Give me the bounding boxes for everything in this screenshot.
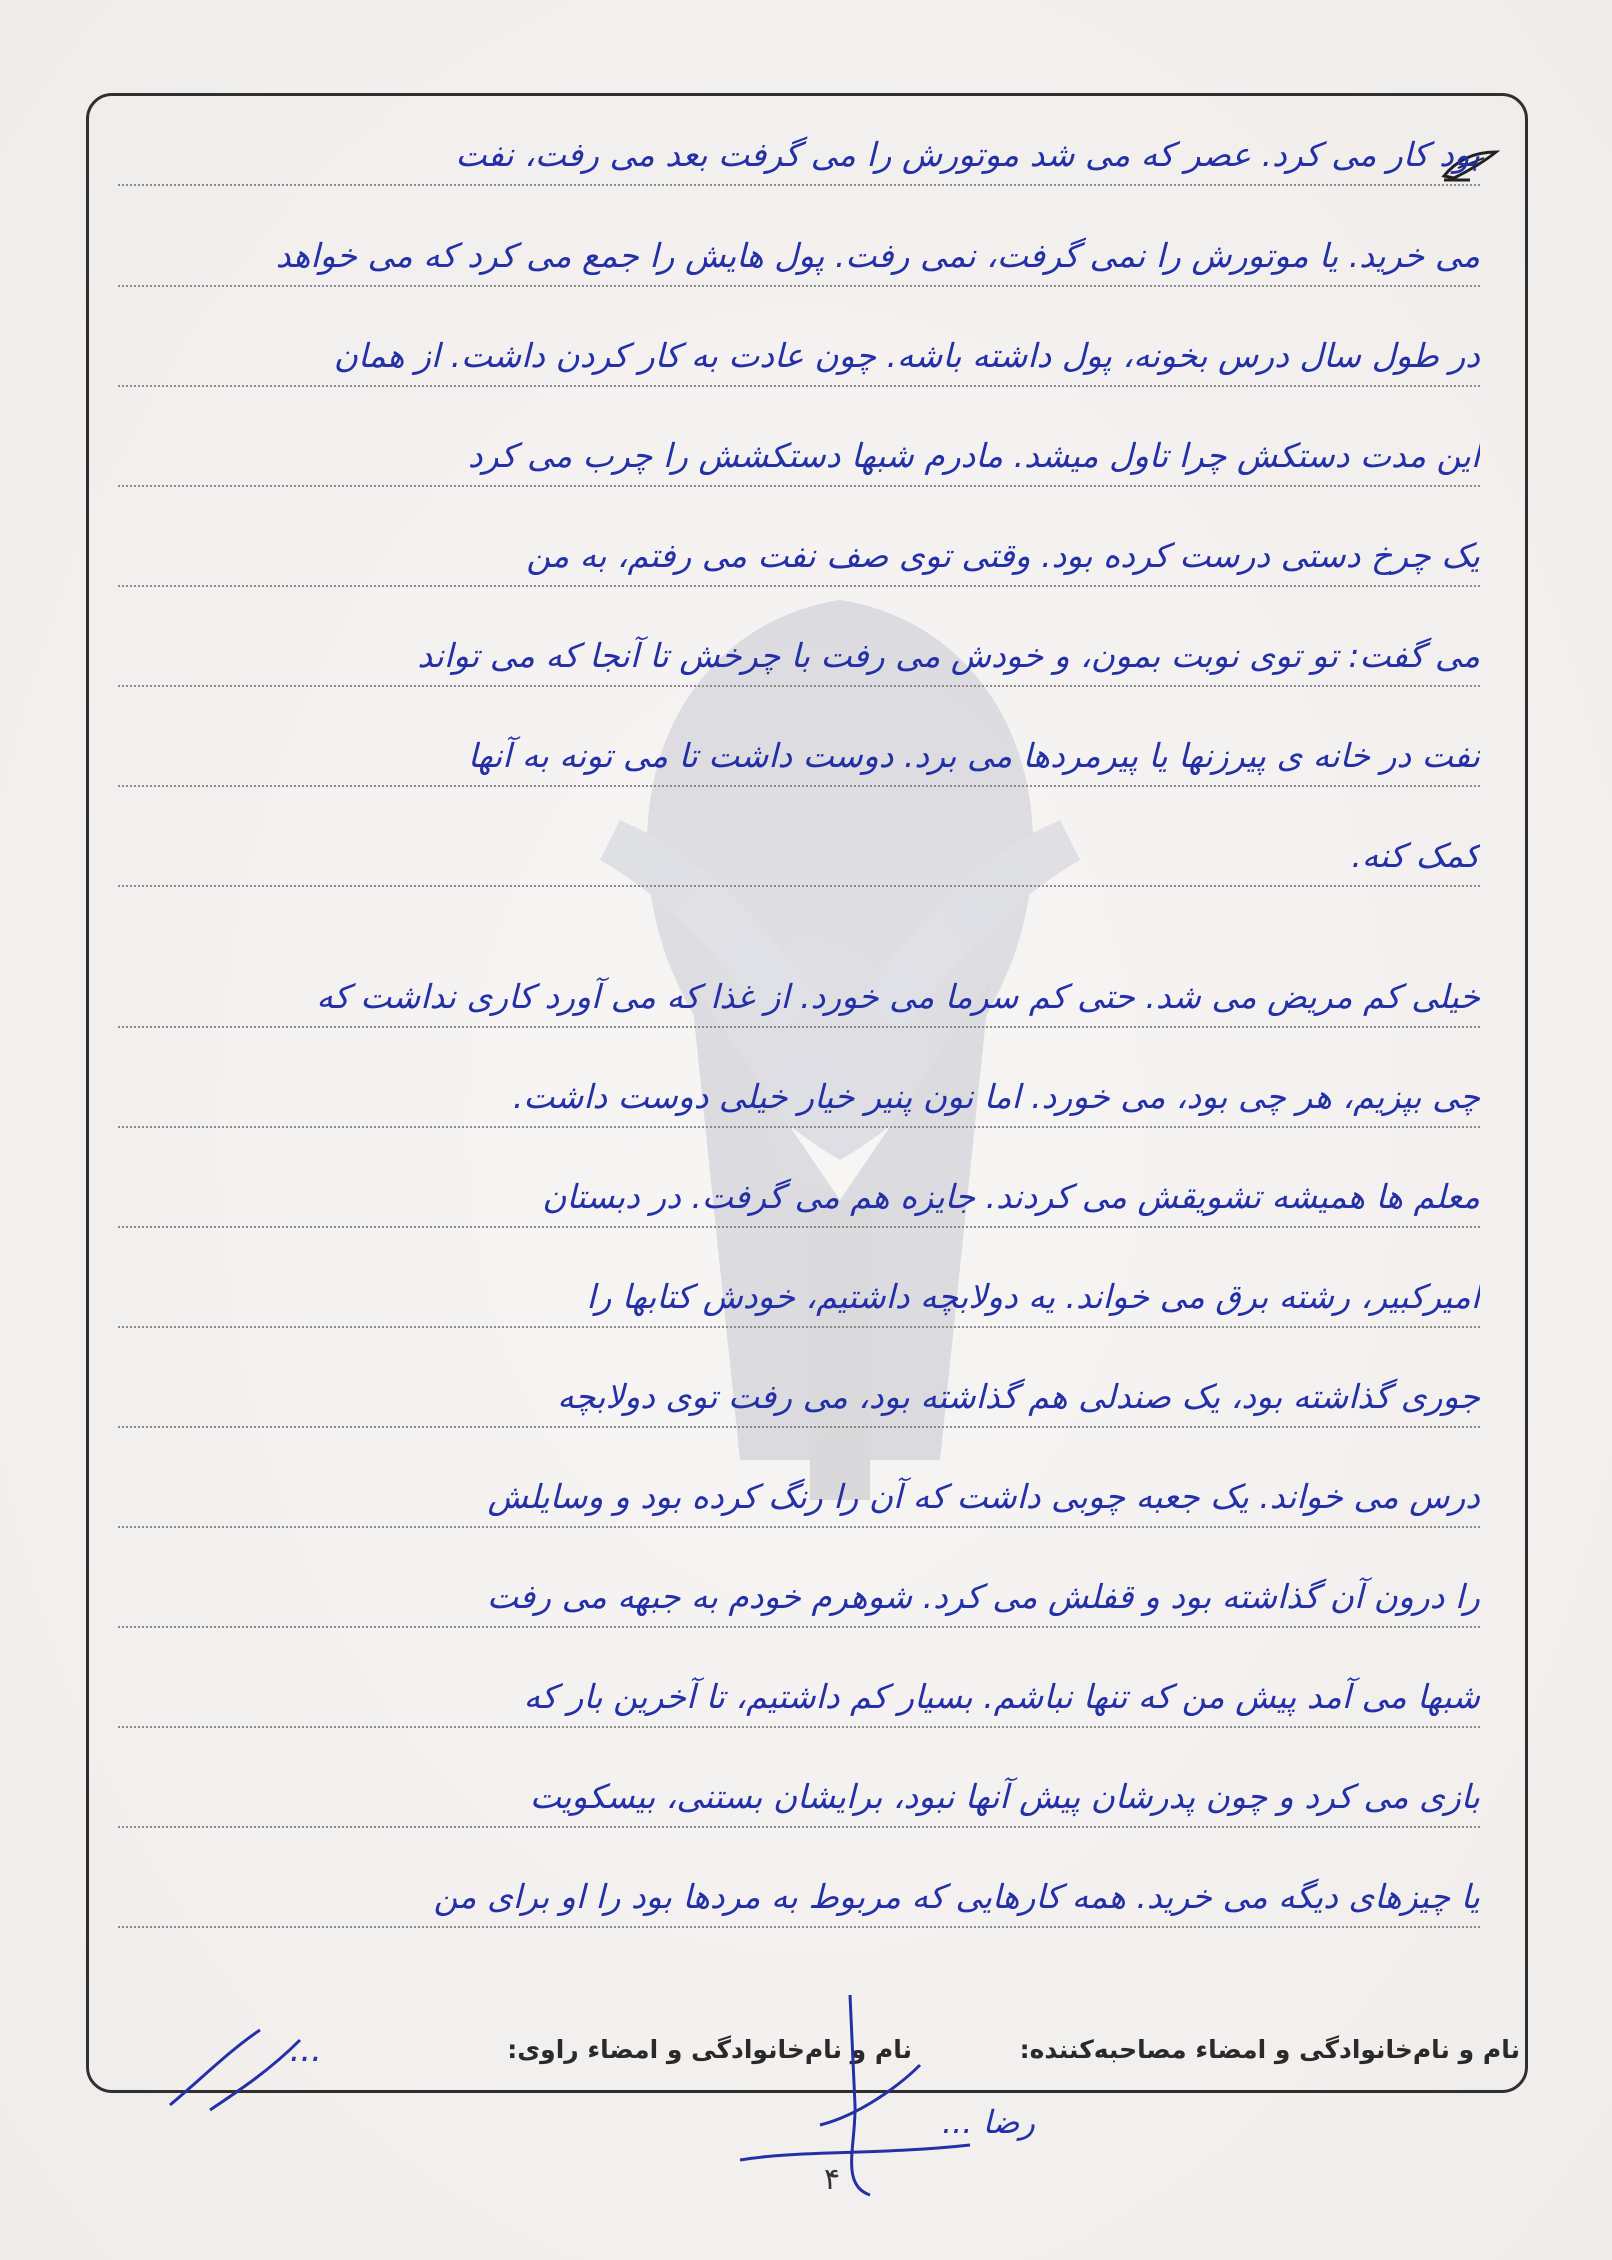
handwritten-line-17: بازی می کرد و چون پدرشان پیش آنها نبود، برایشان بستنی، بیسکویت [118, 1768, 1480, 1828]
page-number: ۴ [823, 2162, 841, 2197]
handwritten-line-13: جوری گذاشته بود، یک صندلی هم گذاشته بود، می رفت توی دولابچه [118, 1368, 1480, 1428]
handwritten-line-11: معلم ها همیشه تشویقش می کردند. جایزه هم می گرفت. در دبستان [118, 1168, 1480, 1228]
handwritten-line-18: یا چیزهای دیگه می خرید. همه کارهایی که مربوط به مردها بود را او برای من [118, 1868, 1480, 1928]
handwritten-line-16: شبها می آمد پیش من که تنها نباشم. بسیار کم داشتیم، تا آخرین بار که [118, 1668, 1480, 1728]
handwritten-line-9: خیلی کم مریض می شد. حتی کم سرما می خورد. از غذا که می آورد کاری نداشت که [118, 968, 1480, 1028]
handwritten-line-8: کمک کنه. [118, 827, 1480, 887]
handwritten-line-3: در طول سال درس بخونه، پول داشته باشه. چون عادت به کار کردن داشت. از همان [118, 327, 1480, 387]
narrator-signature-label: نام و نام‌خانوادگی و امضاء راوی: [507, 2035, 912, 2064]
handwritten-line-4: این مدت دستکش چرا تاول میشد. مادرم شبها دستکشش را چرب می کرد [118, 427, 1480, 487]
interviewer-handwritten-name: رضا ... [941, 2103, 1035, 2141]
handwritten-line-2: می خرید. یا موتورش را نمی گرفت، نمی رفت. پول هایش را جمع می کرد که می خواهد [118, 227, 1480, 287]
narrator-handwritten-name: ... [289, 2030, 322, 2070]
handwritten-line-7: نفت در خانه ی پیرزنها یا پیرمردها می برد. دوست داشت تا می تونه به آنها [118, 727, 1480, 787]
handwritten-line-12: امیرکبیر، رشته برق می خواند. یه دولابچه داشتیم، خودش کتابها را [118, 1268, 1480, 1328]
handwritten-line-15: را درون آن گذاشته بود و قفلش می کرد. شوهرم خودم به جبهه می رفت [118, 1568, 1480, 1628]
handwritten-line-14: درس می خواند. یک جعبه چوبی داشت که آن را رنگ کرده بود و وسایلش [118, 1468, 1480, 1528]
handwritten-line-6: می گفت: تو توی نوبت بمون، و خودش می رفت با چرخش تا آنجا که می تواند [118, 627, 1480, 687]
handwritten-line-10: چی بپزیم، هر چی بود، می خورد. اما نون پنیر خیار خیلی دوست داشت. [118, 1068, 1480, 1128]
handwritten-line-5: یک چرخ دستی درست کرده بود. وقتی توی صف نفت می رفتم، به من [118, 527, 1480, 587]
handwritten-line-1: بود کار می کرد. عصر که می شد موتورش را می گرفت بعد می رفت، نفت [118, 126, 1480, 186]
interviewer-signature-label: نام و نام‌خانوادگی و امضاء مصاحبه‌کننده: [1019, 2035, 1520, 2064]
